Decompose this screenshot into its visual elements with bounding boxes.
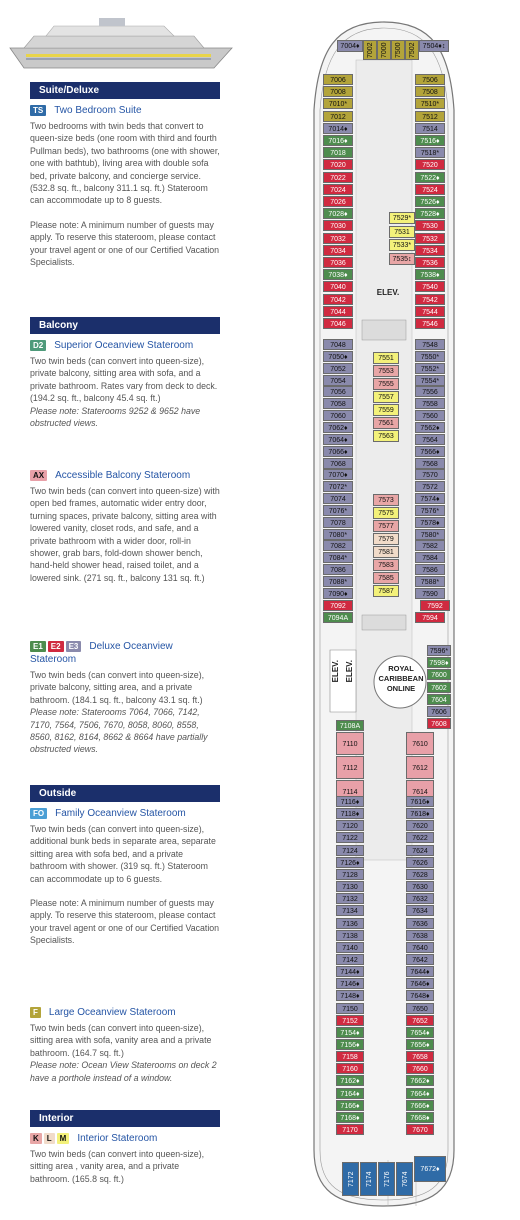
cabin-7530[interactable]: 7530 [415,220,445,231]
cabin-7514[interactable]: 7514 [415,123,445,134]
cabin-7535[interactable]: 7535↕ [389,253,415,265]
cabin-7602[interactable]: 7602 [427,682,451,693]
entry-title[interactable]: Large Oceanview Stateroom [48,1007,176,1018]
cabin-7542[interactable]: 7542 [415,294,445,305]
cabin-7168[interactable]: 7168♦ [336,1112,364,1123]
cabin-7136[interactable]: 7136 [336,918,364,929]
cabin-7030[interactable]: 7030 [323,220,353,231]
cabin-7154[interactable]: 7154♦ [336,1027,364,1038]
cabin-7060[interactable]: 7060 [323,410,353,421]
cabin-7124[interactable]: 7124 [336,845,364,856]
cabin-7170[interactable]: 7170 [336,1124,364,1135]
cabin-7568[interactable]: 7568 [415,458,445,469]
cabin-7575[interactable]: 7575 [373,507,399,519]
cabin-7166[interactable]: 7166♦ [336,1100,364,1111]
cabin-7562[interactable]: 7562♦ [415,422,445,433]
cabin-7162[interactable]: 7162♦ [336,1075,364,1086]
cabin-7582[interactable]: 7582 [415,540,445,551]
elevator-label-left2: ELEV. [345,660,354,683]
cabin-7086[interactable]: 7086 [323,564,353,575]
cabin-7006[interactable]: 7006 [323,74,353,85]
cabin-7088[interactable]: 7088* [323,576,353,587]
cabin-7557[interactable]: 7557 [373,391,399,403]
cabin-7558[interactable]: 7558 [415,398,445,409]
entry-title[interactable]: Family Oceanview Stateroom [55,808,186,819]
cabin-7538[interactable]: 7538♦ [415,269,445,280]
cabin-7050[interactable]: 7050♦ [323,351,353,362]
cabin-7662[interactable]: 7662♦ [406,1075,434,1086]
cabin-7577[interactable]: 7577 [373,520,399,532]
elevator-label-left1: ELEV. [331,660,340,683]
badge-m: M [57,1133,70,1144]
cabin-7504[interactable]: 7504♦↕ [419,40,449,52]
cabin-7644[interactable]: 7644♦ [406,966,434,977]
cabin-7058[interactable]: 7058 [323,398,353,409]
cabin-7630[interactable]: 7630 [406,881,434,892]
cabin-7094A[interactable]: 7094A [323,612,353,623]
entry-family-oceanview [30,807,220,947]
cabin-7634[interactable]: 7634 [406,905,434,916]
cabin-7654[interactable]: 7654♦ [406,1027,434,1038]
cabin-7531[interactable]: 7531 [389,226,415,238]
cabin-7110[interactable]: 7110 [336,732,364,755]
cabin-7528[interactable]: 7528♦ [415,208,445,219]
cabin-7070[interactable]: 7070♦ [323,469,353,480]
cabin-7076[interactable]: 7076* [323,505,353,516]
cabin-7138[interactable]: 7138 [336,930,364,941]
cabin-7552[interactable]: 7552* [415,363,445,374]
cabin-7612[interactable]: 7612 [406,756,434,779]
cabin-7556[interactable]: 7556 [415,386,445,397]
cabin-7561[interactable]: 7561 [373,417,399,429]
cabin-7508[interactable]: 7508 [415,86,445,97]
cabin-7581[interactable]: 7581 [373,546,399,558]
cabin-7628[interactable]: 7628 [406,869,434,880]
section-header-balcony: Balcony [30,317,220,334]
cabin-7618[interactable]: 7618♦ [406,808,434,819]
cabin-7660[interactable]: 7660 [406,1063,434,1074]
cabin-7112[interactable]: 7112 [336,756,364,779]
cabin-7610[interactable]: 7610 [406,732,434,755]
cabin-7551[interactable]: 7551 [373,352,399,364]
cabin-7640[interactable]: 7640 [406,942,434,953]
cabin-7670[interactable]: 7670 [406,1124,434,1135]
cabin-7546[interactable]: 7546 [415,318,445,329]
entry-large-oceanview [30,1006,220,1084]
cabin-7576[interactable]: 7576* [415,505,445,516]
cabin-7658[interactable]: 7658 [406,1051,434,1062]
cabin-7598[interactable]: 7598♦ [427,657,451,668]
cabin-7174[interactable]: 7174 [360,1162,377,1196]
section-header-suite: Suite/Deluxe [30,82,220,99]
cabin-7126[interactable]: 7126♦ [336,857,364,868]
entry-note: Please note: Staterooms 9252 & 9652 have obstructed views. [30,405,201,429]
cabin-7176[interactable]: 7176 [378,1162,395,1196]
cabin-7024[interactable]: 7024 [323,184,353,195]
cabin-7536[interactable]: 7536 [415,257,445,268]
cabin-7512[interactable]: 7512 [415,111,445,122]
cabin-7022[interactable]: 7022 [323,172,353,183]
cabin-7606[interactable]: 7606 [427,706,451,717]
cabin-7588[interactable]: 7588* [415,576,445,587]
cabin-7650[interactable]: 7650 [406,1003,434,1014]
cabin-7114[interactable]: 7114 [336,780,364,803]
cabin-7506[interactable]: 7506 [415,74,445,85]
cabin-7652[interactable]: 7652 [406,1015,434,1026]
cabin-7130[interactable]: 7130 [336,881,364,892]
cabin-7570[interactable]: 7570 [415,469,445,480]
cabin-7614[interactable]: 7614 [406,780,434,803]
cabin-7642[interactable]: 7642 [406,954,434,965]
cabin-7012[interactable]: 7012 [323,111,353,122]
cabin-7038[interactable]: 7038♦ [323,269,353,280]
cabin-7566[interactable]: 7566♦ [415,446,445,457]
cabin-7144[interactable]: 7144♦ [336,966,364,977]
cabin-7156[interactable]: 7156♦ [336,1039,364,1050]
ship-illustration [4,14,240,74]
cabin-7074[interactable]: 7074 [323,493,353,504]
entry-description: Two bedrooms with twin beds that convert to queen-size beds (one room with third and fourth Pullman beds), two bathrooms (one with shower, one with bathtub), living area with double sofa bed, private balcony, and concierge service. (532.8 sq. ft., balcony 311.1 sq. ft.) Stateroom can accommodate up to 8 guests. [30,121,220,206]
cabin-7632[interactable]: 7632 [406,893,434,904]
cabin-7626[interactable]: 7626 [406,857,434,868]
entry-title[interactable]: Interior Stateroom [77,1133,158,1144]
cabin-7116[interactable]: 7116♦ [336,796,364,807]
cabin-7583[interactable]: 7583 [373,559,399,571]
cabin-7526[interactable]: 7526♦ [415,196,445,207]
cabin-7068[interactable]: 7068 [323,458,353,469]
cabin-7082[interactable]: 7082 [323,540,353,551]
cabin-7564[interactable]: 7564 [415,434,445,445]
cabin-7148[interactable]: 7148♦ [336,990,364,1001]
cabin-7529[interactable]: 7529* [389,212,415,224]
cabin-7584[interactable]: 7584 [415,552,445,563]
cabin-7674[interactable]: 7674 [396,1162,413,1196]
cabin-7516[interactable]: 7516♦ [415,135,445,146]
section-header-interior: Interior [30,1110,220,1127]
badge-f: F [30,1007,41,1018]
cabin-7572[interactable]: 7572 [415,481,445,492]
cabin-7128[interactable]: 7128 [336,869,364,880]
cabin-7548[interactable]: 7548 [415,339,445,350]
cabin-7666[interactable]: 7666♦ [406,1100,434,1111]
cabin-7510[interactable]: 7510* [415,98,445,109]
cabin-7140[interactable]: 7140 [336,942,364,953]
cabin-7040[interactable]: 7040 [323,281,353,292]
cabin-7656[interactable]: 7656♦ [406,1039,434,1050]
entry-description: Two twin beds (can convert into queen-size), sitting area with sofa, vanity area and a private bathroom. (164.7 sq. ft.) [30,1023,212,1058]
cabin-7586[interactable]: 7586 [415,564,445,575]
cabin-7600[interactable]: 7600 [427,669,451,680]
entry-description: Two twin beds (can convert into queen-size) with open bed frames, automatic wider entry door, turning spaces, private balcony, sitting area with lowered vanity, closet rods, and safe, and a private bathroom with a wider door, roll-in shower, grab bars, fold-down shower bench, hand-held shower head, raised toilet, and a lowered sink. (271 sq. ft., balcony 131 sq. ft.) [30,486,220,583]
cabin-7028[interactable]: 7028♦ [323,208,353,219]
cabin-7664[interactable]: 7664♦ [406,1088,434,1099]
cabin-7559[interactable]: 7559 [373,404,399,416]
cabin-7502[interactable]: 7502 [405,40,419,60]
cabin-7080[interactable]: 7080* [323,529,353,540]
badge-ts: TS [30,105,46,116]
cabin-7072[interactable]: 7072* [323,481,353,492]
entry-note: Please note: Staterooms 7064, 7066, 7142, 7170, 7564, 7506, 7670, 8058, 8060, 8558, 8560, 8162, 8164, 8662 & 8664 have partially obstructed views. [30,707,208,755]
entry-description: Two twin beds (can convert into queen-size), additional bunk beds in separate area, separate sitting area with sofa bed, and a private bathroom with shower. (319 sq. ft.) Stateroom can accommodate up to 6 guests. [30,824,216,884]
cabin-7594[interactable]: 7594 [415,612,445,623]
cabin-7534[interactable]: 7534 [415,245,445,256]
elevator-label-top: ELEV. [376,288,400,297]
cabin-7160[interactable]: 7160 [336,1063,364,1074]
cabin-7062[interactable]: 7062♦ [323,422,353,433]
cabin-7520[interactable]: 7520 [415,159,445,170]
cabin-7524[interactable]: 7524 [415,184,445,195]
cabin-7056[interactable]: 7056 [323,386,353,397]
cabin-7620[interactable]: 7620 [406,820,434,831]
cabin-7668[interactable]: 7668♦ [406,1112,434,1123]
cabin-7002[interactable]: 7002 [363,40,377,60]
cabin-7604[interactable]: 7604 [427,694,451,705]
cabin-7544[interactable]: 7544 [415,306,445,317]
cabin-7560[interactable]: 7560 [415,410,445,421]
cabin-7016[interactable]: 7016♦ [323,135,353,146]
cabin-7146[interactable]: 7146♦ [336,978,364,989]
cabin-7550[interactable]: 7550* [415,351,445,362]
badge-ax: AX [30,470,47,481]
cabin-7084[interactable]: 7084* [323,552,353,563]
deck-plan [296,0,472,1220]
cabin-7500[interactable]: 7500 [391,40,405,60]
cabin-7032[interactable]: 7032 [323,233,353,244]
badge-k: K [30,1133,42,1144]
entry-note: Please note: Ocean View Staterooms on deck 2 have a porthole instead of a window. [30,1060,217,1083]
badge-l: L [44,1133,55,1144]
cabin-7108A[interactable]: 7108A [336,720,364,731]
cabin-7587[interactable]: 7587 [373,585,399,597]
cabin-7092[interactable]: 7092 [323,600,353,611]
entry-title[interactable]: Deluxe Oceanview Stateroom [30,641,173,665]
cabin-7580[interactable]: 7580* [415,529,445,540]
cabin-7164[interactable]: 7164♦ [336,1088,364,1099]
cabin-7048[interactable]: 7048 [323,339,353,350]
cabin-7540[interactable]: 7540 [415,281,445,292]
entry-accessible-balcony [30,469,220,584]
cabin-7158[interactable]: 7158 [336,1051,364,1062]
cabin-7579[interactable]: 7579 [373,533,399,545]
cabin-7142[interactable]: 7142 [336,954,364,965]
cabin-7134[interactable]: 7134 [336,905,364,916]
cabin-7018[interactable]: 7018 [323,147,353,158]
cabin-7052[interactable]: 7052 [323,363,353,374]
entry-note: Please note: A minimum number of guests may apply. To reserve this stateroom, please contact your travel agent or one of our Certified Vacation Specialists. [30,219,220,268]
cabin-7554[interactable]: 7554* [415,375,445,386]
cabin-7638[interactable]: 7638 [406,930,434,941]
cabin-7636[interactable]: 7636 [406,918,434,929]
cabin-7616[interactable]: 7616♦ [406,796,434,807]
cabin-7042[interactable]: 7042 [323,294,353,305]
cabin-7532[interactable]: 7532 [415,233,445,244]
entry-superior-oceanview [30,339,220,429]
cabin-7036[interactable]: 7036 [323,257,353,268]
cabin-7118[interactable]: 7118♦ [336,808,364,819]
cabin-7122[interactable]: 7122 [336,832,364,843]
cabin-7044[interactable]: 7044 [323,306,353,317]
cabin-7010[interactable]: 7010* [323,98,353,109]
cabin-7020[interactable]: 7020 [323,159,353,170]
entry-deluxe-oceanview [30,640,220,756]
cabin-7078[interactable]: 7078 [323,517,353,528]
cabin-7150[interactable]: 7150 [336,1003,364,1014]
cabin-7590[interactable]: 7590 [415,588,445,599]
entry-interior [30,1132,220,1185]
cabin-7648[interactable]: 7648♦ [406,990,434,1001]
cabin-7578[interactable]: 7578♦ [415,517,445,528]
entry-title[interactable]: Accessible Balcony Stateroom [55,470,191,481]
cabin-7573[interactable]: 7573 [373,494,399,506]
cabin-7090[interactable]: 7090♦ [323,588,353,599]
cabin-7533[interactable]: 7533* [389,239,415,251]
badge-e2: E2 [48,641,64,652]
cabin-7555[interactable]: 7555 [373,378,399,390]
cabin-7132[interactable]: 7132 [336,893,364,904]
badge-d2: D2 [30,340,46,351]
cabin-7066[interactable]: 7066♦ [323,446,353,457]
section-header-outside: Outside [30,785,220,802]
cabin-7646[interactable]: 7646♦ [406,978,434,989]
cabin-7592[interactable]: 7592 [420,600,450,611]
entry-description: Two twin beds (can convert into queen-size), private balcony, sitting area with sofa, and a private bathroom. Rates vary from deck to deck. (194.2 sq. ft., balcony 45.4 sq. ft.) [30,356,218,404]
cabin-7553[interactable]: 7553 [373,365,399,377]
cabin-7120[interactable]: 7120 [336,820,364,831]
entry-description: Two twin beds (can convert into queen-size), private balcony, sitting area, and a private bathroom. (184.1 sq. ft., balcony 43.1 sq. ft.) [30,670,205,705]
cabin-7034[interactable]: 7034 [323,245,353,256]
cabin-7585[interactable]: 7585 [373,572,399,584]
cabin-7026[interactable]: 7026 [323,196,353,207]
entry-title[interactable]: Superior Oceanview Stateroom [54,340,194,351]
cabin-7522[interactable]: 7522♦ [415,172,445,183]
cabin-7004[interactable]: 7004♦ [337,40,363,52]
cabin-7596[interactable]: 7596* [427,645,451,656]
cabin-7672[interactable]: 7672♦ [414,1156,446,1182]
cabin-7008[interactable]: 7008 [323,86,353,97]
cabin-7563[interactable]: 7563 [373,430,399,442]
cabin-7000[interactable]: 7000 [377,40,391,60]
cabin-7574[interactable]: 7574♦ [415,493,445,504]
entry-two-bedroom-suite [30,104,220,268]
badge-e3: E3 [66,641,82,652]
cabin-7152[interactable]: 7152 [336,1015,364,1026]
entry-note: Please note: A minimum number of guests may apply. To reserve this stateroom, please contact your travel agent or one of our Certified Vacation Specialists. [30,898,220,946]
entry-title[interactable]: Two Bedroom Suite [54,105,142,116]
entry-description: Two twin beds (can convert into queen-size), sitting area , vanity area, and a private bathroom. (165.8 sq. ft.) [30,1149,205,1184]
badge-e1: E1 [30,641,46,652]
cabin-7064[interactable]: 7064♦ [323,434,353,445]
cabin-7046[interactable]: 7046 [323,318,353,329]
cabin-7014[interactable]: 7014♦ [323,123,353,134]
badge-fo: FO [30,808,47,819]
cabin-7172[interactable]: 7172 [342,1162,359,1196]
cabin-7622[interactable]: 7622 [406,832,434,843]
cabin-7624[interactable]: 7624 [406,845,434,856]
royal-caribbean-online-label: ROYAL CARIBBEAN ONLINE [378,664,424,693]
cabin-7518[interactable]: 7518* [415,147,445,158]
cabin-7054[interactable]: 7054 [323,375,353,386]
cabin-7608[interactable]: 7608 [427,718,451,729]
